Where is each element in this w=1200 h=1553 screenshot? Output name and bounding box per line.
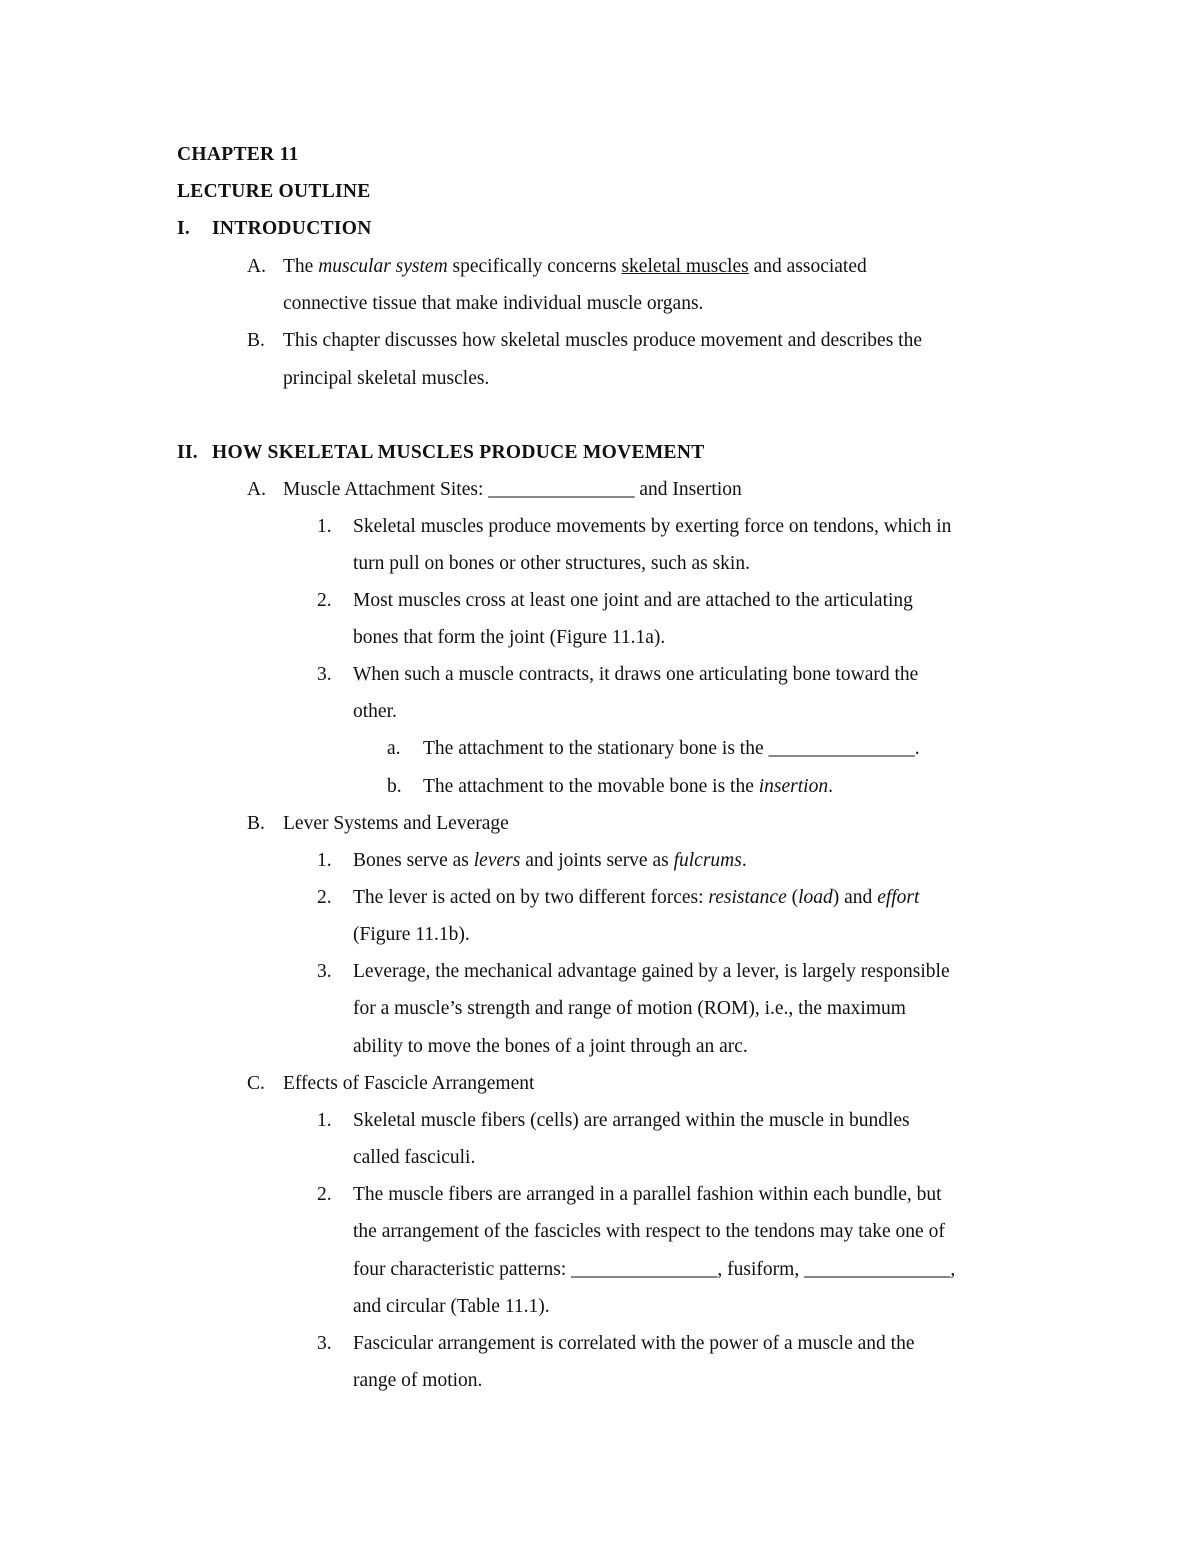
section-2-c-label: C. [247,1073,265,1094]
section-1-b-line-1: This chapter discusses how skeletal muscles produce movement and describes the [283,330,922,351]
section-2-a-heading: Muscle Attachment Sites: _______________ and Insertion [283,479,742,500]
list-item-text: The muscle fibers are arranged in a parallel fashion within each bundle, but [353,1184,942,1205]
list-number: 1. [317,516,332,537]
section-1-a-line-2: connective tissue that make individual muscle organs. [283,293,704,314]
list-item-text: called fasciculi. [353,1147,476,1168]
list-item-text: Skeletal muscles produce movements by exerting force on tendons, which in [353,516,952,537]
list-number: 2. [317,1184,332,1205]
list-item-text: the arrangement of the fascicles with respect to the tendons may take one of [353,1221,945,1242]
list-number: 3. [317,1333,332,1354]
term-fulcrums: fulcrums [673,850,742,871]
list-item-text: for a muscle’s strength and range of motion (ROM), i.e., the maximum [353,998,906,1019]
list-item-text: Leverage, the mechanical advantage gained by a lever, is largely responsible [353,961,950,982]
list-item-text: (Figure 11.1b). [353,924,470,945]
term-levers: levers [473,850,521,871]
sublist-item-text: The attachment to the stationary bone is the _______________. [423,738,920,759]
section-1-a-line-1: The muscular system specifically concerns skeletal muscles and associated [283,256,867,277]
list-number: 3. [317,961,332,982]
list-item-text: Most muscles cross at least one joint and are attached to the articulating [353,590,913,611]
list-item-text: Fascicular arrangement is correlated with the power of a muscle and the [353,1333,915,1354]
list-item-text: Bones serve as levers and joints serve as fulcrums. [353,850,747,871]
section-2-number: II. [177,442,198,463]
term-effort: effort [877,887,920,908]
sublist-letter: b. [387,776,402,797]
section-2-b-heading: Lever Systems and Leverage [283,813,509,834]
section-1-a-label: A. [247,256,266,277]
section-1-number: I. [177,218,191,239]
term-insertion: insertion [758,776,829,797]
list-item-text: and circular (Table 11.1). [353,1296,550,1317]
term-resistance: resistance [708,887,787,908]
term-skeletal-muscles: skeletal muscles [621,256,749,277]
section-2-title: HOW SKELETAL MUSCLES PRODUCE MOVEMENT [212,442,705,463]
list-item-text: bones that form the joint (Figure 11.1a). [353,627,666,648]
list-item-text: four characteristic patterns: _______________, fusiform, _______________, [353,1259,956,1280]
list-number: 1. [317,1110,332,1131]
list-number: 2. [317,590,332,611]
list-number: 3. [317,664,332,685]
list-item-text: ability to move the bones of a joint through an arc. [353,1036,748,1057]
section-2-b-label: B. [247,813,265,834]
list-item-text: other. [353,701,397,722]
list-number: 1. [317,850,332,871]
sublist-letter: a. [387,738,401,759]
section-1-b-label: B. [247,330,265,351]
lecture-outline-heading: LECTURE OUTLINE [177,181,371,202]
list-number: 2. [317,887,332,908]
list-item-text: When such a muscle contracts, it draws one articulating bone toward the [353,664,919,685]
chapter-heading: CHAPTER 11 [177,144,299,165]
sublist-item-text: The attachment to the movable bone is the insertion. [423,776,833,797]
term-load: load [798,887,833,908]
section-1-b-line-2: principal skeletal muscles. [283,368,490,389]
list-item-text: Skeletal muscle fibers (cells) are arranged within the muscle in bundles [353,1110,910,1131]
list-item-text: turn pull on bones or other structures, such as skin. [353,553,750,574]
section-1-title: INTRODUCTION [212,218,372,239]
list-item-text: range of motion. [353,1370,483,1391]
term-muscular-system: muscular system [318,256,448,277]
section-2-c-heading: Effects of Fascicle Arrangement [283,1073,535,1094]
list-item-text: The lever is acted on by two different forces: resistance (load) and effort [353,887,920,908]
section-2-a-label: A. [247,479,266,500]
